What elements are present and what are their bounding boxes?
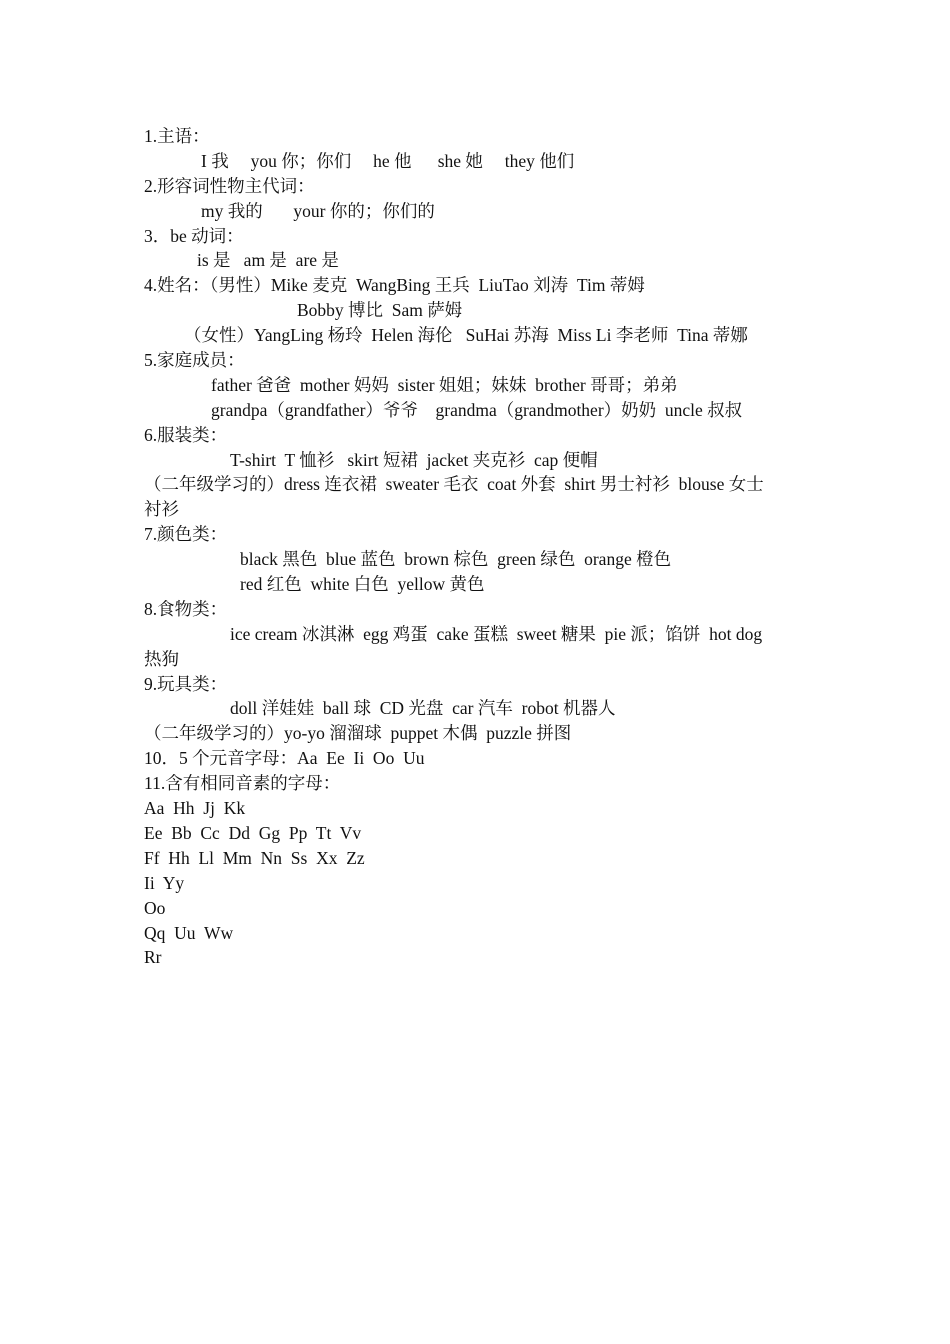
text-line: Ee Bb Cc Dd Gg Pp Tt Vv xyxy=(144,822,362,843)
text-line: Ii Yy xyxy=(144,872,185,893)
text-line: 11.含有相同音素的字母： xyxy=(144,773,341,794)
text-line: Rr xyxy=(144,947,162,968)
document-body xyxy=(144,124,814,970)
text-line: 4.姓名：（男性）Mike 麦克 WangBing 王兵 LiuTao 刘涛 Tim 蒂姆 xyxy=(144,275,645,296)
text-line: Aa Hh Jj Kk xyxy=(144,798,246,819)
text-line: father 爸爸 mother 妈妈 sister 姐姐；妹妹 brother 哥哥；弟弟 xyxy=(211,374,678,395)
text-line: grandpa（grandfather）爷爷 grandma（grandmother）奶奶 uncle 叔叔 xyxy=(211,399,743,420)
text-line: Ff Hh Ll Mm Nn Ss Xx Zz xyxy=(144,847,365,868)
text-line: ice cream 冰淇淋 egg 鸡蛋 cake 蛋糕 sweet 糖果 pie 派；馅饼 hot dog xyxy=(230,623,763,644)
text-line: black 黑色 blue 蓝色 brown 棕色 green 绿色 orange 橙色 xyxy=(240,549,672,570)
text-line: 8.食物类： xyxy=(144,598,228,619)
text-line: 7.颜色类： xyxy=(144,524,228,545)
text-line: Bobby 博比 Sam 萨姆 xyxy=(297,300,463,321)
text-line: 6.服装类： xyxy=(144,424,228,445)
text-line: 热狗 xyxy=(144,648,179,669)
text-line: Oo xyxy=(144,897,166,918)
text-line: my 我的 your 你的；你们的 xyxy=(201,200,435,221)
text-line: red 红色 white 白色 yellow 黄色 xyxy=(240,574,485,595)
text-line: 1.主语： xyxy=(144,126,210,146)
text-line: 3．be 动词： xyxy=(144,225,244,246)
text-line: Qq Uu Ww xyxy=(144,922,234,943)
text-line: T-shirt T 恤衫 skirt 短裙 jacket 夹克衫 cap 便帽 xyxy=(230,449,598,470)
text-line: （二年级学习的）dress 连衣裙 sweater 毛衣 coat 外套 shirt 男士衬衫 blouse 女士 xyxy=(144,474,764,495)
text-line: is 是 am 是 are 是 xyxy=(197,250,339,271)
text-line: 2.形容词性物主代词： xyxy=(144,175,315,196)
text-line: I 我 you 你；你们 he 他 she 她 they 他们 xyxy=(201,150,575,171)
text-line: 衬衫 xyxy=(144,499,179,520)
text-line: （二年级学习的）yo-yo 溜溜球 puppet 木偶 puzzle 拼图 xyxy=(144,723,572,744)
text-line: 5.家庭成员： xyxy=(144,350,245,371)
text-line: （女性）YangLing 杨玲 Helen 海伦 SuHai 苏海 Miss Li 李老师 Tina 蒂娜 xyxy=(184,325,748,346)
text-line: 9.玩具类： xyxy=(144,673,228,694)
text-line: 10．5 个元音字母：Aa Ee Ii Oo Uu xyxy=(144,748,425,769)
text-line: doll 洋娃娃 ball 球 CD 光盘 car 汽车 robot 机器人 xyxy=(230,698,616,719)
